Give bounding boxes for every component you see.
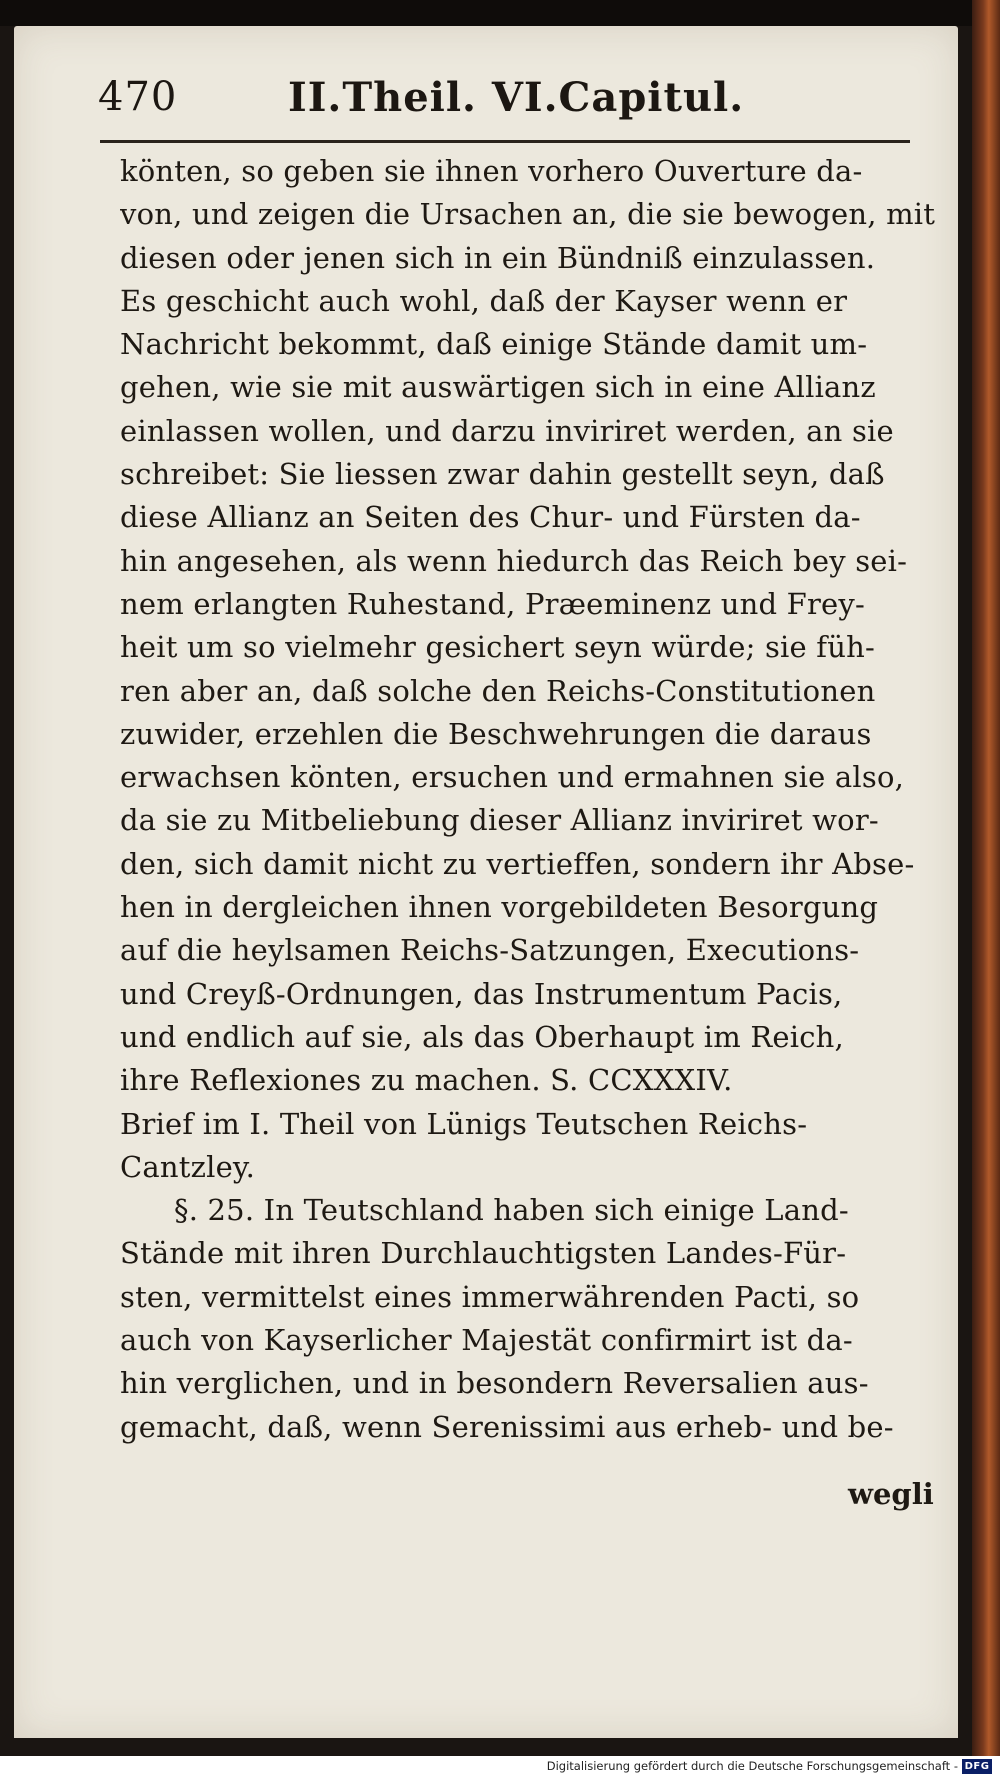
text-line: heit um so vielmehr gesichert seyn würde; sie füh- bbox=[120, 630, 875, 665]
text-line: hin angesehen, als wenn hiedurch das Reich bey sei- bbox=[120, 543, 908, 578]
text-line: ren aber an, daß solche den Reichs-Constitutionen bbox=[120, 673, 876, 708]
text-line: nem erlangten Ruhestand, Præeminenz und Frey- bbox=[120, 586, 866, 621]
text-line: §. 25. In Teutschland haben sich einige Land- bbox=[174, 1193, 849, 1228]
text-line: sten, vermittelst eines immerwährenden Pacti, so bbox=[120, 1279, 860, 1314]
text-line: einlassen wollen, und darzu inviriret werden, an sie bbox=[120, 413, 894, 448]
scan-top-edge bbox=[0, 0, 1000, 26]
text-line: gehen, wie sie mit auswärtigen sich in eine Allianz bbox=[120, 370, 876, 405]
footer-bar bbox=[0, 1756, 1000, 1777]
text-line: könten, so geben sie ihnen vorhero Ouverture da- bbox=[120, 154, 863, 188]
text-line: und Creyß-Ordnungen, das Instrumentum Pacis, bbox=[120, 976, 843, 1011]
text-line: gemacht, daß, wenn Serenissimi aus erheb- und be- bbox=[120, 1409, 894, 1444]
text-line: Es geschicht auch wohl, daß der Kayser wenn er bbox=[120, 283, 848, 318]
text-line: ihre Reflexiones zu machen. S. CCXXXIV. bbox=[120, 1063, 733, 1098]
text-line: diesen oder jenen sich in ein Bündniß einzulassen. bbox=[120, 240, 876, 275]
text-line: von, und zeigen die Ursachen an, die sie bewogen, mit bbox=[120, 197, 936, 232]
header-rule bbox=[100, 140, 910, 143]
text-line: und endlich auf sie, als das Oberhaupt im Reich, bbox=[120, 1019, 844, 1054]
running-head: II.Theil. VI.Capitul. bbox=[288, 74, 745, 121]
text-line: da sie zu Mitbeliebung dieser Allianz inviriret wor- bbox=[120, 803, 879, 838]
page-number: 470 bbox=[98, 74, 178, 120]
text-line: zuwider, erzehlen die Beschwehrungen die daraus bbox=[120, 716, 872, 751]
text-line: schreibet: Sie liessen zwar dahin gestellt seyn, daß bbox=[120, 457, 885, 492]
text-line: hin verglichen, und in besondern Reversalien aus- bbox=[120, 1366, 869, 1401]
text-line: erwachsen könten, ersuchen und ermahnen sie also, bbox=[120, 760, 905, 795]
catchword: wegli bbox=[848, 1477, 934, 1511]
digitization-credit: Digitalisierung gefördert durch die Deutsche Forschungsgemeinschaft - bbox=[546, 1759, 958, 1773]
text-line: hen in dergleichen ihnen vorgebildeten Besorgung bbox=[120, 890, 879, 925]
dfg-logo: DFG bbox=[962, 1759, 992, 1774]
text-line: Nachricht bekommt, daß einige Stände damit um- bbox=[120, 327, 868, 362]
text-line: auch von Kayserlicher Majestät confirmirt ist da- bbox=[120, 1323, 853, 1358]
body-text bbox=[120, 150, 945, 1449]
text-line: Cantzley. bbox=[120, 1149, 256, 1184]
text-line: Brief im I. Theil von Lünigs Teutschen Reichs- bbox=[120, 1106, 808, 1141]
page-header bbox=[98, 62, 918, 122]
text-line: Stände mit ihren Durchlauchtigsten Landes-Für- bbox=[120, 1236, 847, 1271]
text-line: den, sich damit nicht zu vertieffen, sondern ihr Abse- bbox=[120, 846, 915, 881]
text-line: auf die heylsamen Reichs-Satzungen, Executions- bbox=[120, 933, 860, 968]
book-edge bbox=[972, 0, 1000, 1756]
text-line: diese Allianz an Seiten des Chur- und Fürsten da- bbox=[120, 500, 861, 535]
